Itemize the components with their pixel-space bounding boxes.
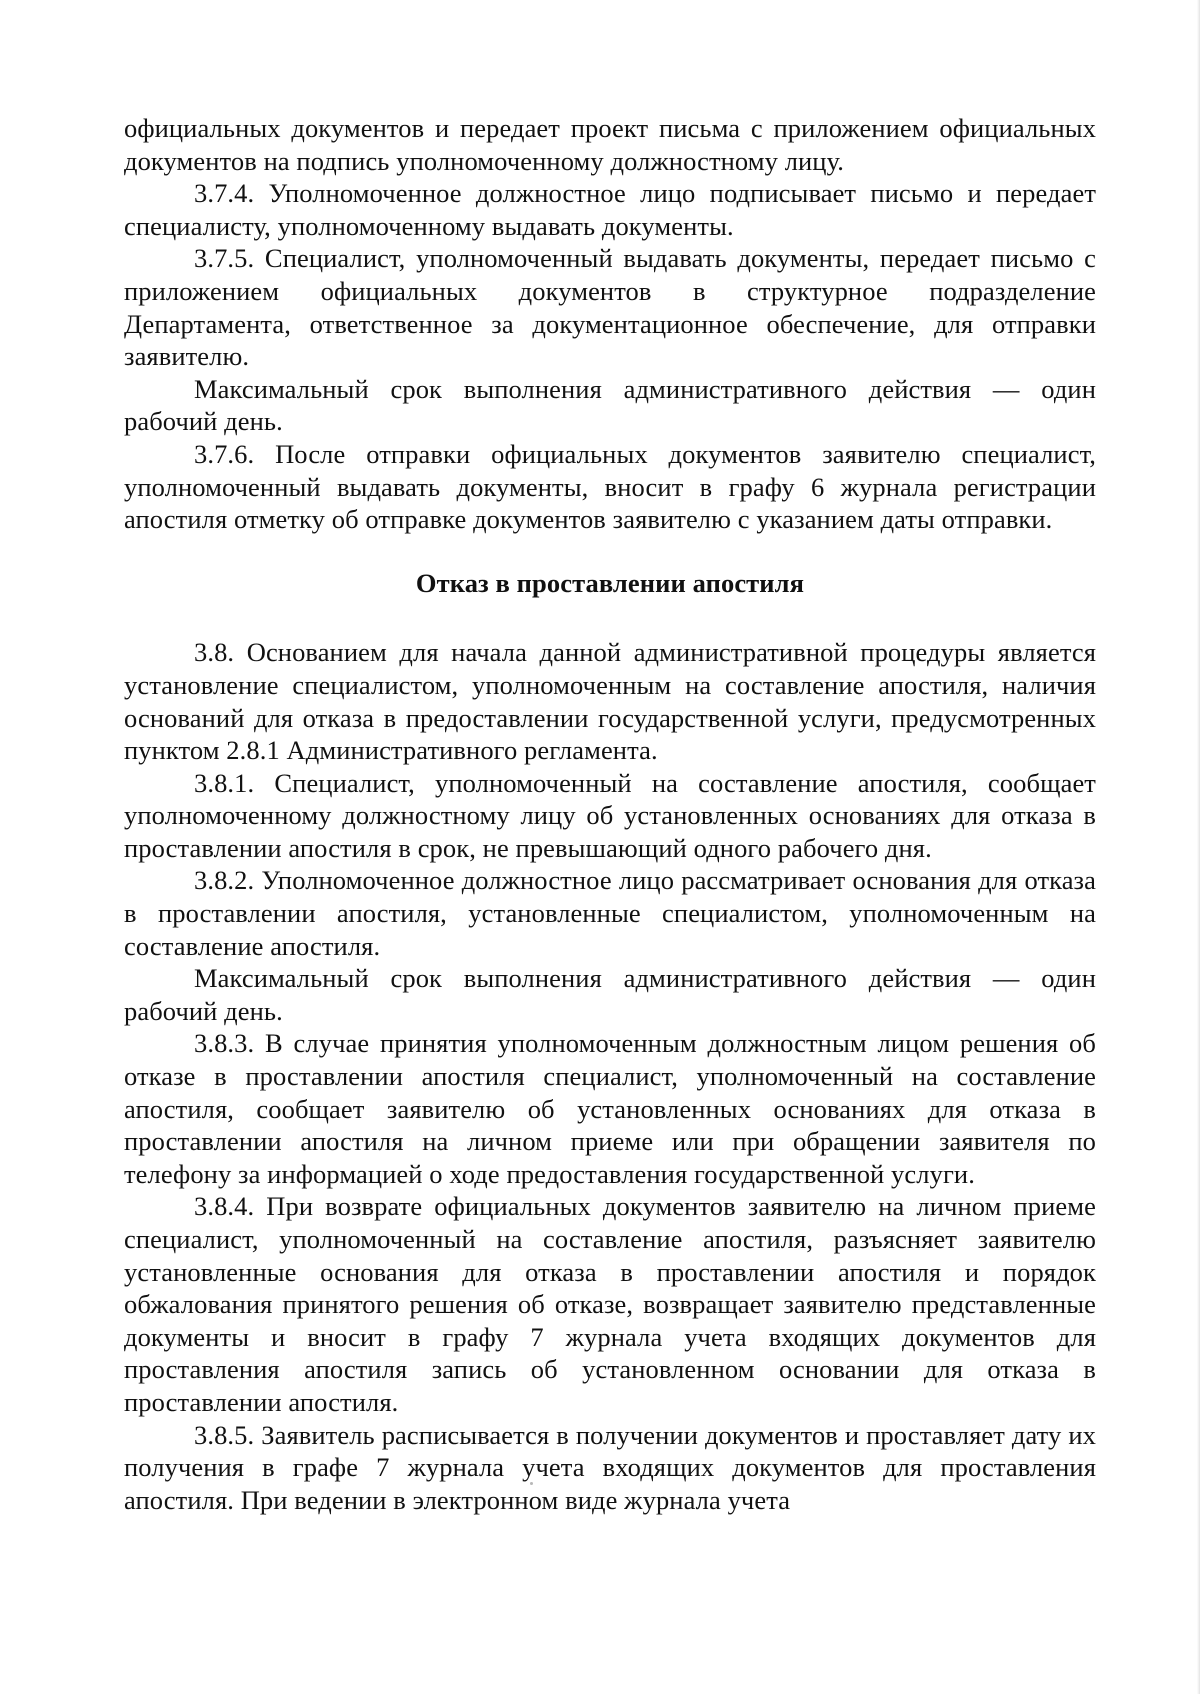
paragraph-3-7-5: 3.7.5. Специалист, уполномоченный выдавать документы, передает письмо с приложением официальных документов в структурное подразделение Департамента, ответственное за документационное обеспечение, для отправки заявителю. [124,243,1096,372]
paragraph-3-7-6: 3.7.6. После отправки официальных документов заявителю специалист, уполномоченный выдавать документы, вносит в графу 6 журнала регистрации апостиля отметку об отправке документов заявителю с указанием даты отправки. [124,438,1096,535]
paragraph-3-8-5: 3.8.5. Заявитель расписывается в получении документов и проставляет дату их получения в графе 7 журнала учета входящих документов для проставления апостиля. При ведении в электронном виде журнала учета [124,1419,1096,1515]
paragraph-max-term-2: Максимальный срок выполнения административного действия — один рабочий день. [124,963,1096,1026]
scan-speck [530,1482,533,1485]
paragraph-3-8-2: 3.8.2. Уполномоченное должностное лицо рассматривает основания для отказа в проставлении апостиля, установленные специалистом, уполномоченным на составление апостиля. [124,865,1096,961]
paragraph-3-7-4: 3.7.4. Уполномоченное должностное лицо подписывает письмо и передает специалисту, уполномоченному выдавать документы. [124,178,1096,241]
paragraph-3-8-1: 3.8.1. Специалист, уполномоченный на составление апостиля, сообщает уполномоченному должностному лицу об установленных основаниях для отказа в проставлении апостиля в срок, не превышающий одного рабочего дня. [124,767,1096,863]
section-heading: Отказ в проставлении апостиля [415,567,805,598]
paragraph-3-8-3: 3.8.3. В случае принятия уполномоченным должностным лицом решения об отказе в проставлении апостиля специалист, уполномоченный на составление апостиля, сообщает заявителю об установленных основаниях для отказа в проставлении апостиля на личном приеме или при обращении заявителя по телефону за информацией о ходе предоставления государственной услуги. [124,1028,1096,1189]
paragraph-continuation: официальных документов и передает проект письма с приложением официальных документов на подпись уполномоченному должностному лицу. [124,113,1096,176]
document-body [124,112,1096,1516]
paragraph-3-8: 3.8. Основанием для начала данной административной процедуры является установление специалистом, уполномоченным на составление апостиля, наличия оснований для отказа в предоставлении государственной услуги, предусмотренных пунктом 2.8.1 Административного регламента. [124,637,1096,766]
paragraph-3-8-4: 3.8.4. При возврате официальных документов заявителю на личном приеме специалист, уполномоченный на составление апостиля, разъясняет заявителю установленные основания для отказа в проставлении апостиля и порядок обжалования принятого решения об отказе, возвращает заявителю представленные документы и вносит в графу 7 журнала учета входящих документов для проставления апостиля запись об установленном основании для отказа в проставлении апостиля. [124,1191,1096,1417]
paragraph-max-term-1: Максимальный срок выполнения административного действия — один рабочий день. [124,373,1096,437]
